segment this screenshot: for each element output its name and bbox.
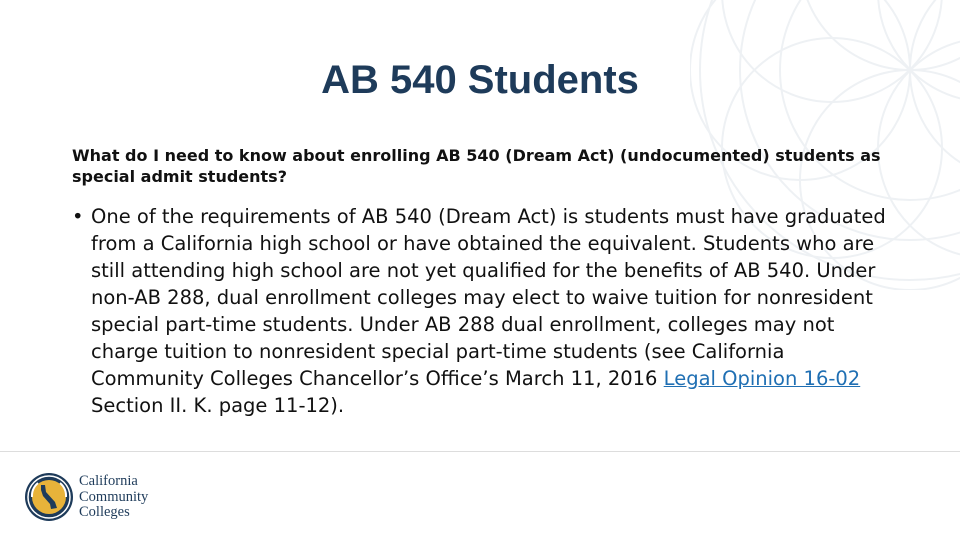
bullet-text-after-link: Section II. K. page 11-12).	[91, 394, 345, 417]
california-community-colleges-seal-icon	[24, 472, 74, 522]
logo-line-california: California	[79, 473, 138, 489]
slide-title: AB 540 Students	[321, 58, 639, 102]
bullet-marker: •	[72, 205, 84, 228]
logo-line-community: Community	[79, 488, 149, 505]
footer-divider	[0, 451, 960, 452]
question-text: What do I need to know about enrolling AB 540 (Dream Act) (undocumented) students as special admit students?	[72, 146, 881, 186]
ccc-logo	[24, 470, 174, 526]
bullet-text-before-link: One of the requirements of AB 540 (Dream Act) is students must have graduated from a California high school or have obtained the equivalent. Students who are still attending high school are not yet qualified for the benefits of AB 540. Under non-AB 288, dual enrollment colleges may elect to waive tuition for nonresident special part-time students. Under AB 288 dual enrollment, colleges may not charge tuition to nonresident special part-time students (see California Community Colleges Chancellor’s Office’s March 11, 2016	[91, 205, 886, 390]
legal-opinion-link[interactable]: Legal Opinion 16-02	[663, 367, 861, 390]
logo-line-colleges: Colleges	[79, 504, 130, 520]
logo-wordmark	[79, 474, 148, 521]
bullet-list	[72, 203, 892, 419]
bullet-item	[72, 203, 892, 419]
